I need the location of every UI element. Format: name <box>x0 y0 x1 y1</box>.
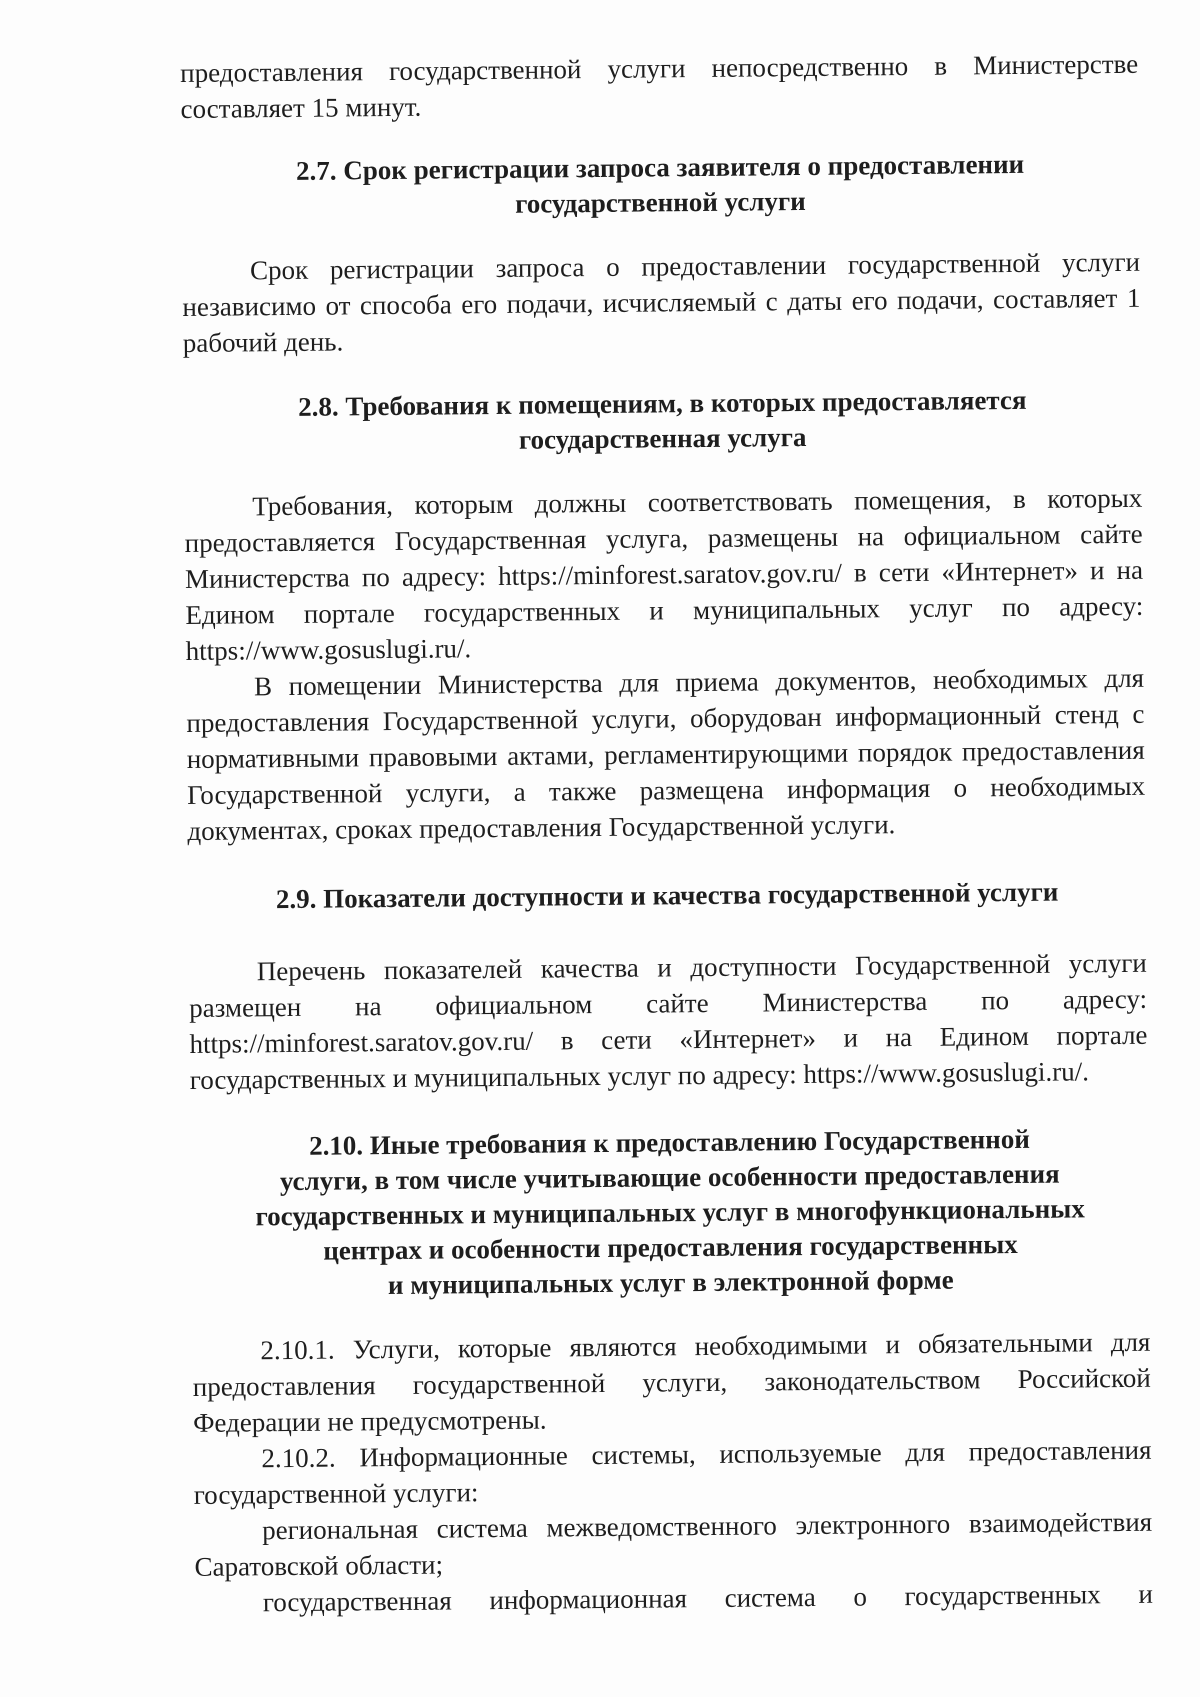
intro-line-1: предоставления государственной услуги непосредственно в Министерстве <box>180 48 1139 88</box>
paragraph-2-10-1: 2.10.1. Услуги, которые являются необходимыми и обязательными для предоставления государственной услуги, законодательством Российской Федерации не предусмотрены. <box>192 1326 1151 1438</box>
document-content <box>180 46 1153 1621</box>
section-2-9-paragraph: Перечень показателей качества и доступности Государственной услуги размещен на официальном сайте Министерства по адресу: https://minforest.saratov.gov.ru/ в сети «Интернет» и на Едином портале государственных и муниципальных услуг по адресу: https://www.gosuslugi.ru/. <box>189 947 1148 1095</box>
intro-paragraph <box>180 46 1139 127</box>
section-2-8-title: 2.8. Требования к помещениям, в которых предоставляется государственная услуга <box>298 384 1027 455</box>
section-2-9-title: 2.9. Показатели доступности и качества государственной услуги <box>275 876 1059 915</box>
section-2-8-paragraph-1: Требования, которым должны соответствовать помещения, в которых предоставляется Государственная услуга, размещены на официальном сайте Министерства по адресу: https://minforest.saratov.gov.ru/ в сети «Интернет» и на Едином портале государственных и муниципальных услуг по адресу: https://www.gosuslugi.ru/. <box>184 482 1144 666</box>
list-item-regional-system: региональная система межведомственного электронного взаимодействия Саратовской области; <box>194 1506 1153 1582</box>
section-2-7-title: 2.7. Срок регистрации запроса заявителя о предоставлении государственной услуги <box>295 148 1025 219</box>
section-2-10-title: 2.10. Иные требования к предоставлению Государственной услуги, в том числе учитывающие особенности предоставления государственных и муниципальных услуг в многофункциональных центрах и особенности предоставления государственных и муниципальных услуг в электронной форме <box>255 1123 1085 1301</box>
section-2-8-paragraph-2: В помещении Министерства для приема документов, необходимых для предоставления Государственной услуги, оборудован информационный стенд с нормативными правовыми актами, регламентирующими порядок предоставления Государственной услуги, а также размещена информация о необходимых документах, сроках предоставления Государственной услуги. <box>186 662 1146 846</box>
list-item-state-system: государственная информационная система о государственных и <box>262 1578 1153 1618</box>
paragraph-2-10-2: 2.10.2. Информационные системы, используемые для предоставления государственной услуги: <box>193 1434 1152 1510</box>
intro-line-2: составляет 15 минут. <box>180 91 422 124</box>
section-2-7-paragraph: Срок регистрации запроса о предоставлении государственной услуги независимо от способа его подачи, исчисляемый с даты его подачи, составляет 1 рабочий день. <box>182 246 1141 358</box>
